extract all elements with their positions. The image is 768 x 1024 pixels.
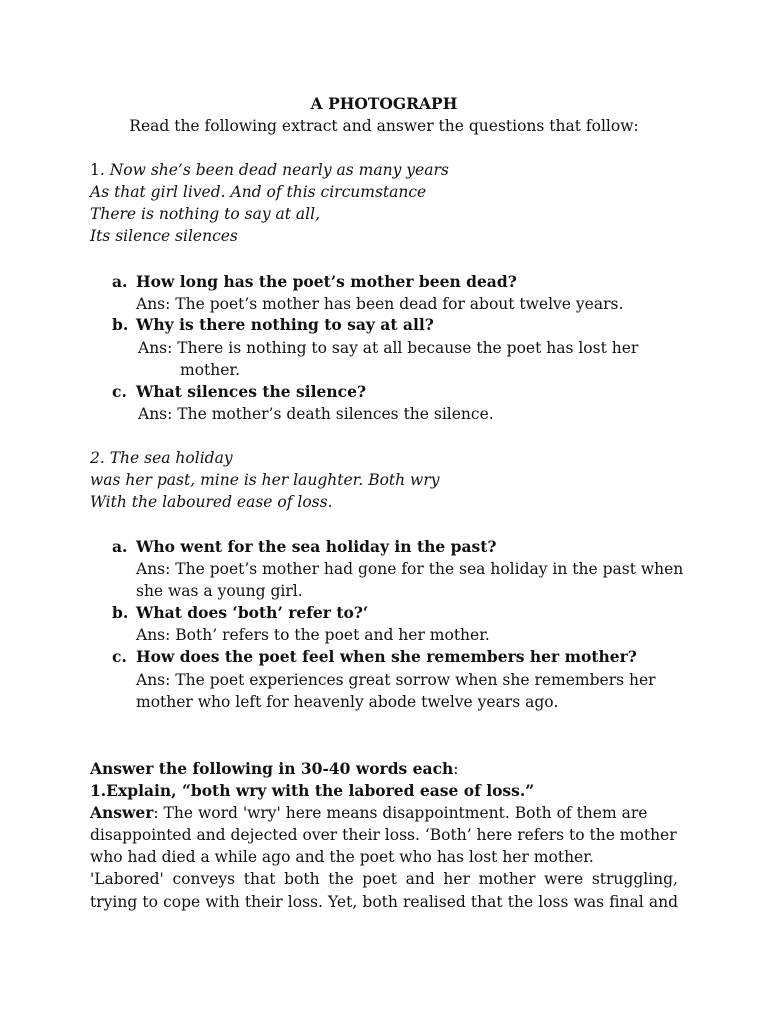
answer-line: who had died a while ago and the poet who has lost her mother. bbox=[90, 848, 594, 866]
question-2b: b. What does ‘both’ refer to?‘ bbox=[112, 603, 369, 622]
answer-1b-cont: mother. bbox=[180, 361, 241, 379]
question-1c: c. What silences the silence? bbox=[112, 382, 367, 401]
extract-2-line: was her past, mine is her laughter. Both wry bbox=[90, 471, 440, 489]
answer-2c-cont: mother who left for heavenly abode twelve years ago. bbox=[136, 693, 559, 711]
answer-1c: Ans: The mother’s death silences the silence. bbox=[138, 405, 494, 423]
answer-1a: Ans: The poet’s mother has been dead for about twelve years. bbox=[136, 295, 624, 313]
paragraph-line: trying to cope with their loss. Yet, both realised that the loss was final and bbox=[90, 893, 678, 911]
extract-1-line: There is nothing to say at all, bbox=[90, 205, 321, 223]
instructions: Read the following extract and answer the questions that follow: bbox=[129, 117, 639, 135]
answer-2c: Ans: The poet experiences great sorrow when she remembers her bbox=[136, 671, 656, 689]
answer-label: Answer bbox=[90, 803, 154, 822]
extract-2-line: With the laboured ease of loss. bbox=[90, 493, 333, 511]
paragraph-line: 'Labored' conveys that both the poet and her mother were struggling, bbox=[90, 870, 678, 888]
answer-2a: Ans: The poet’s mother had gone for the sea holiday in the past when bbox=[136, 560, 684, 578]
extract-1-line: 1. Now she’s been dead nearly as many years bbox=[90, 161, 449, 179]
extract-1-number: 1 bbox=[90, 161, 100, 179]
question-1a: a. How long has the poet’s mother been dead? bbox=[112, 272, 517, 291]
answer-line: disappointed and dejected over their loss. ‘Both’ here refers to the mother bbox=[90, 826, 677, 844]
answer-line: Answer: The word 'wry' here means disappointment. Both of them are bbox=[90, 803, 648, 822]
answer-2b: Ans: Both’ refers to the poet and her mother. bbox=[136, 626, 490, 644]
extract-1 bbox=[90, 159, 690, 247]
extract-2-line: 2. The sea holiday bbox=[90, 449, 233, 467]
answer-2a-cont: she was a young girl. bbox=[136, 582, 303, 600]
long-question-1: 1.Explain, “both wry with the labored ease of loss.” bbox=[90, 781, 535, 800]
extract-1-line: Its silence silences bbox=[90, 227, 238, 245]
question-1b: b. Why is there nothing to say at all? bbox=[112, 315, 434, 334]
page-title: A PHOTOGRAPH bbox=[310, 94, 458, 113]
question-2a: a. Who went for the sea holiday in the past? bbox=[112, 537, 497, 556]
extract-2 bbox=[90, 447, 690, 513]
section-heading: Answer the following in 30-40 words each: bbox=[90, 759, 459, 778]
extract-1-line: As that girl lived. And of this circumstance bbox=[90, 183, 427, 201]
answer-1b: Ans: There is nothing to say at all because the poet has lost her bbox=[138, 339, 639, 357]
question-2c: c. How does the poet feel when she remembers her mother? bbox=[112, 647, 637, 666]
